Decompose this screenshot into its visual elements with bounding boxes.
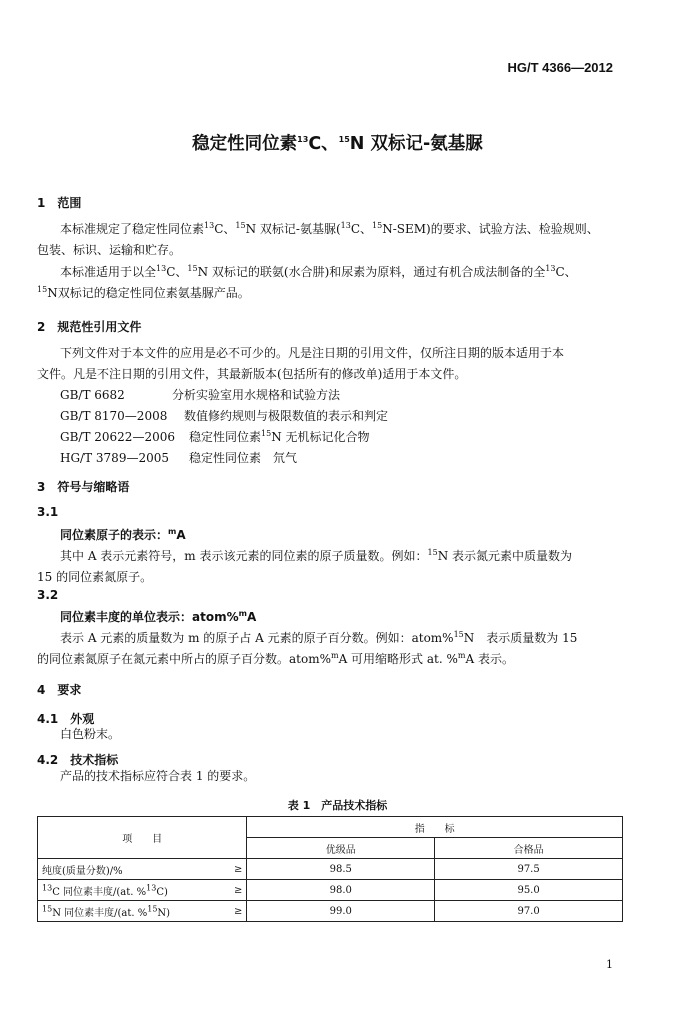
subsection-4-1-text: 白色粉末。 <box>60 727 121 741</box>
row-superior: 98.0 <box>247 880 435 901</box>
reference-item: GB/T 8170—2008 数值修约规则与极限数值的表示和判定 <box>60 409 389 423</box>
subsection-3-2-text: 表示 A 元素的质量数为 m 的原子占 A 元素的原子百分数。例如：atom%$^{15}$N 表示质量数为 15 <box>60 630 578 645</box>
row-ge: ≥ <box>225 859 247 880</box>
subsection-4-2-heading: 4.2 技术指标 <box>37 753 119 767</box>
section-4-heading: 4 要求 <box>37 683 82 697</box>
row-superior: 99.0 <box>247 901 435 922</box>
subsection-3-2-text-cont: 的同位素氮原子在氮元素中所占的原子百分数。atom%$^m$A 可用缩略形式 at. %$^m$A 表示。 <box>37 651 514 666</box>
row-ge: ≥ <box>225 880 247 901</box>
reference-item: HG/T 3789—2005 稳定性同位素 氘气 <box>60 451 298 465</box>
row-superior: 98.5 <box>247 859 435 880</box>
row-item: $^{13}$C 同位素丰度/(at. %$^{13}$C) <box>38 880 225 901</box>
standard-number: HG/T 4366—2012 <box>507 60 613 75</box>
row-item: $^{15}$N 同位素丰度/(at. %$^{15}$N) <box>38 901 225 922</box>
section-1-paragraph-2-cont: $^{15}$N双标记的稳定性同位素氨基脲产品。 <box>37 285 250 300</box>
page-number: 1 <box>606 958 613 971</box>
reference-item: GB/T 20622—2006 稳定性同位素$^{15}$N 无机标记化合物 <box>60 429 370 444</box>
table-row <box>38 901 623 922</box>
section-2-paragraph: 下列文件对于本文件的应用是必不可少的。凡是注日期的引用文件，仅所注日期的版本适用于本 <box>60 346 565 360</box>
section-1-heading: 1 范围 <box>37 196 82 210</box>
table-caption: 表 1 产品技术指标 <box>287 799 388 812</box>
subsection-3-1-text: 其中 A 表示元素符号，m 表示该元素的同位素的原子质量数。例如：$^{15}$N 表示氮元素中质量数为 <box>60 548 573 563</box>
row-qualified: 97.5 <box>435 859 623 880</box>
document-title: 稳定性同位素$^{13}$C、$^{15}$N 双标记-氨基脲 <box>192 134 483 154</box>
row-qualified: 95.0 <box>435 880 623 901</box>
subsection-4-2-text: 产品的技术指标应符合表 1 的要求。 <box>60 769 256 783</box>
table-header-qualified: 合格品 <box>435 838 623 859</box>
spec-table <box>37 816 623 922</box>
subsection-3-1-text-cont: 15 的同位素氮原子。 <box>37 570 153 584</box>
table-row <box>38 859 623 880</box>
row-ge: ≥ <box>225 901 247 922</box>
section-3-heading: 3 符号与缩略语 <box>37 480 130 494</box>
table-header-superior: 优级品 <box>247 838 435 859</box>
subsection-3-1-title: 同位素原子的表示：$^m$A <box>60 527 186 542</box>
table-header-item: 项 目 <box>38 817 247 859</box>
table-header-index: 指 标 <box>247 817 623 838</box>
subsection-3-2-number: 3.2 <box>37 588 59 602</box>
subsection-3-2-title: 同位素丰度的单位表示：atom%$^m$A <box>60 609 257 624</box>
reference-item: GB/T 6682 分析实验室用水规格和试验方法 <box>60 388 341 402</box>
section-2-paragraph-cont: 文件。凡是不注日期的引用文件，其最新版本(包括所有的修改单)适用于本文件。 <box>37 367 467 381</box>
subsection-3-1-number: 3.1 <box>37 505 59 519</box>
section-2-heading: 2 规范性引用文件 <box>37 320 142 334</box>
section-1-paragraph-1: 本标准规定了稳定性同位素$^{13}$C、$^{15}$N 双标记-氨基脲($^{13}$C、$^{15}$N-SEM)的要求、试验方法、检验规则、 <box>60 221 599 236</box>
section-1-paragraph-2: 本标准适用于以全$^{13}$C、$^{15}$N 双标记的联氨(水合肼)和尿素为原料，通过有机合成法制备的全$^{13}$C、 <box>60 264 577 279</box>
row-item: 纯度(质量分数)/% <box>38 859 225 880</box>
subsection-4-1-heading: 4.1 外观 <box>37 712 95 726</box>
section-1-paragraph-1-cont: 包装、标识、运输和贮存。 <box>37 243 182 257</box>
table-row <box>38 880 623 901</box>
row-qualified: 97.0 <box>435 901 623 922</box>
